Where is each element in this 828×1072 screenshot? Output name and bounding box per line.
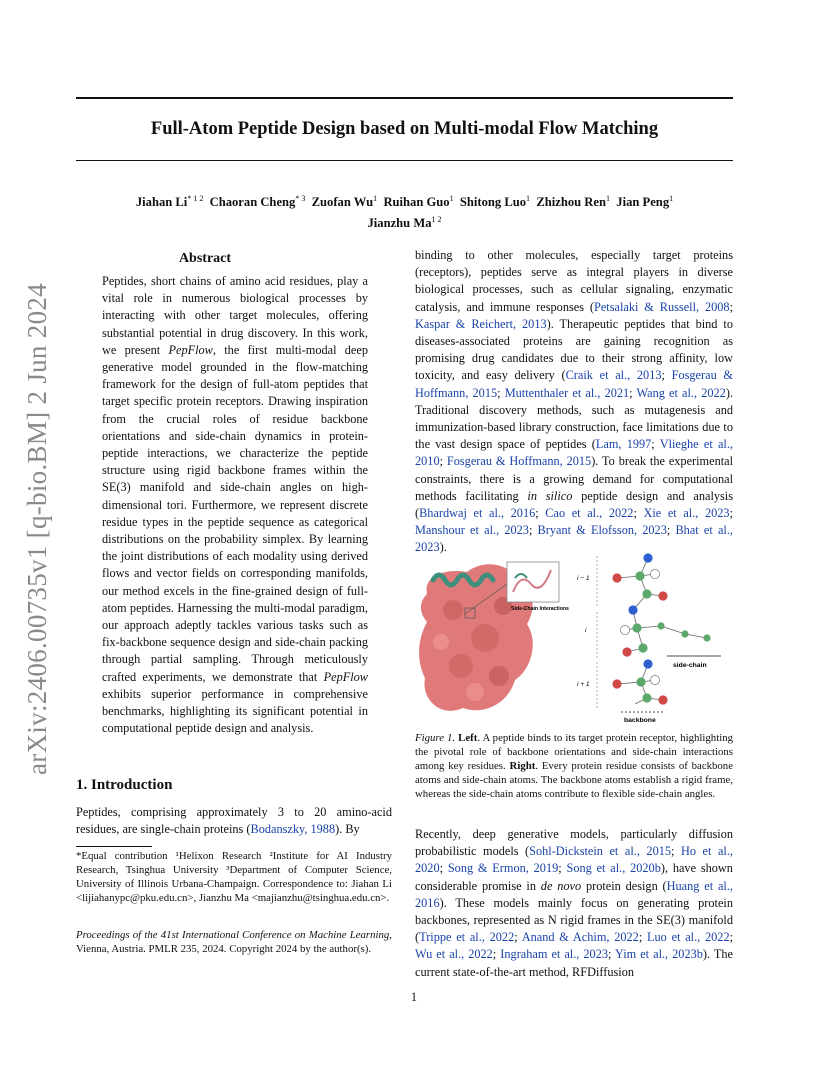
top-rule [76,97,733,99]
author-affiliation-marker: 1 2 [431,215,442,225]
citation-link[interactable]: Yim et al., 2023b [615,947,703,962]
citation-link[interactable]: Vlieghe et al., 2010 [415,437,733,469]
row-label-i-plus-1: i + 1 [577,681,590,688]
citation-link[interactable]: Bhat et al., 2023 [415,523,733,555]
author-affiliation-marker: * 3 [295,194,306,203]
backbone-label: backbone [624,717,656,724]
citation-link[interactable]: Petsalaki & Russell, 2008 [594,299,730,314]
paper-title: Full-Atom Peptide Design based on Multi-modal Flow Matching [150,119,659,139]
citation-link[interactable]: Lam, 1997 [595,437,652,452]
title-rule [76,160,733,161]
citation-link[interactable]: Kaspar & Reichert, 2013 [415,316,547,331]
side-chain-label: side-chain [673,662,707,669]
citation-link[interactable]: Muttenthaler et al., 2021 [504,385,630,400]
author-list [76,190,733,232]
citation-link[interactable]: Cao et al., 2022 [545,506,634,521]
author-name: Shitong Luo [459,195,527,210]
author-name: Zuofan Wu [311,195,374,210]
page-number: 1 [410,990,418,1004]
citation-link[interactable]: Song et al., 2020b [566,861,661,876]
residue-diagram [577,553,721,724]
citation-link[interactable]: Manshour et al., 2023 [415,523,529,538]
citation-link[interactable]: Xie et al., 2023 [643,506,730,521]
author-affiliation-marker: 1 [526,194,531,203]
author-affiliation-marker: 1 [669,194,674,203]
citation-link[interactable]: Craik et al., 2013 [565,368,662,383]
related-work-paragraph: Recently, deep generative models, particularly diffusion probabilistic models (Sohl-Dickstein et al., 2015; Ho et al., 2020; Song & Ermon, 2019; Song et al., 2020b), have shown considerable promise in de novo protein design (Huang et al., 2016). These models mainly focus on generating protein backbones, represented as N rigid frames in the SE(3) manifold (Trippe et al., 2022; Anand & Achim, 2022; Luo et al., 2022; Wu et al., 2022; Ingraham et al., 2023; Yim et al., 2023b). The current state-of-the-art method, RFDiffusion [415,827,734,979]
citation-link[interactable]: Fosgerau & Hoffmann, 2015 [446,454,592,469]
citation-link[interactable]: Anand & Achim, 2022 [521,930,639,945]
figure-1 [415,548,733,724]
intro-heading: 1. Introduction [76,777,173,793]
row-label-i: i [585,627,587,634]
author-affiliation-marker: 1 [373,194,378,203]
inset-label: Side-Chain Interactions [511,606,569,612]
citation-link[interactable]: Bodanszky, 1988 [250,822,336,837]
footnote: *Equal contribution ¹Helixon Research ²Institute for AI Industry Research, Tsinghua University ³Department of Computer Science, University of Illinois Urbana-Champaign. Correspondence to: Jiahan Li <lijiahanypc@pku.edu.cn>, Jianzhu Ma <majianzhu@tsinghua.edu.cn>. [76,850,392,904]
citation-link[interactable]: Wang et al., 2022 [636,385,726,400]
abstract-body: Peptides, short chains of amino acid residues, play a vital role in numerous biological processes by interacting with other target molecules, offering substantial potential in drug discovery. In this work, we present PepFlow, the first multi-modal deep generative model grounded in the flow-matching framework for the design of full-atom peptides that target specific protein receptors. Drawing inspiration from the crucial roles of residue backbone orientations and side-chain dynamics in protein-peptide interactions, we characterize the peptide structure using rigid backbone frames within the SE(3) manifold and side-chain angles on high-dimensional tori. Furthermore, we represent discrete residue types in the peptide sequence as categorical distributions on the probability simplex. By learning the joint distributions of each modality using derived flows and vector fields on corresponding manifolds, our method excels in the fine-grained design of full-atom peptides. Harnessing the multi-modal paradigm, our approach adeptly tackles various tasks such as fix-backbone sequence design and side-chain packing through partial sampling. Through meticulously crafted experiments, we demonstrate that PepFlow exhibits superior performance in comprehensive benchmarks, highlighting its significant potential in computational peptide design and analysis. [102,274,369,736]
proceedings-note: Proceedings of the 41st International Conference on Machine Learning, Vienna, Austria. PMLR 235, 2024. Copyright 2024 by the author(s). [76,929,392,955]
intro-continued: binding to other molecules, especially target proteins (receptors), peptides serve as integral players in diverse biological processes, such as cellular signaling, enzymatic catalysis, and immune responses (Petsalaki & Russell, 2008; Kaspar & Reichert, 2013). Therapeutic peptides that bind to diseases-associated proteins are gaining recognition as promising drug candidates due to their strong affinity, low toxicity, and easy delivery (Craik et al., 2013; Fosgerau & Hoffmann, 2015; Muttenthaler et al., 2021; Wang et al., 2022). Traditional discovery methods, such as mutagenesis and immunization-based library construction, face limitations due to the vast design space of peptides (Lam, 1997; Vlieghe et al., 2010; Fosgerau & Hoffmann, 2015). To break the experimental constraints, there is a growing demand for computational methods facilitating in silico peptide design and analysis (Bhardwaj et al., 2016; Cao et al., 2022; Xie et al., 2023; Manshour et al., 2023; Bryant & Elofsson, 2023; Bhat et al., 2023). [415,248,734,555]
citation-link[interactable]: Luo et al., 2022 [647,930,730,945]
citation-link[interactable]: Ingraham et al., 2023 [500,947,608,962]
citation-link[interactable]: Bryant & Elofsson, 2023 [537,523,667,538]
citation-link[interactable]: Trippe et al., 2022 [419,930,515,945]
author-name: Ruihan Guo [383,195,450,210]
citation-link[interactable]: Ho et al., 2020 [415,844,733,876]
footnote-rule [76,846,152,847]
author-name: Jianzhu Ma [367,216,432,231]
author-name: Zhizhou Ren [536,195,606,210]
author-affiliation-marker: 1 [605,194,610,203]
citation-link[interactable]: Fosgerau & Hoffmann, 2015 [415,368,733,400]
citation-link[interactable]: Song & Ermon, 2019 [447,861,559,876]
citation-link[interactable]: Sohl-Dickstein et al., 2015 [529,844,672,859]
row-label-i-minus-1: i − 1 [577,575,590,582]
author-name: Jian Peng [616,195,670,210]
author-name: Chaoran Cheng [209,195,296,210]
author-affiliation-marker: 1 [449,194,454,203]
arxiv-stamp[interactable]: arXiv:2406.00735v1 [q-bio.BM] 2 Jun 2024 [22,283,52,775]
author-name: Jiahan Li [135,195,188,210]
abstract-heading: Abstract [178,251,232,266]
citation-link[interactable]: Huang et al., 2016 [415,878,733,910]
citation-link[interactable]: Bhardwaj et al., 2016 [419,506,536,521]
citation-link[interactable]: Wu et al., 2022 [415,947,493,962]
author-affiliation-marker: * 1 2 [187,194,204,203]
intro-paragraph: Peptides, comprising approximately 3 to 20 amino-acid residues, are single-chain proteins (Bodanszky, 1988). By [76,805,392,837]
figure-caption: Figure 1. Left. A peptide binds to its target protein receptor, highlighting the pivotal role of backbone orientations and side-chain interactions among key residues. Right. Every protein residue consists of backbone atoms and side-chain atoms. The backbone atoms establish a rigid frame, whereas the side-chain atoms contribute to flexible side-chain angles. [415,732,734,800]
